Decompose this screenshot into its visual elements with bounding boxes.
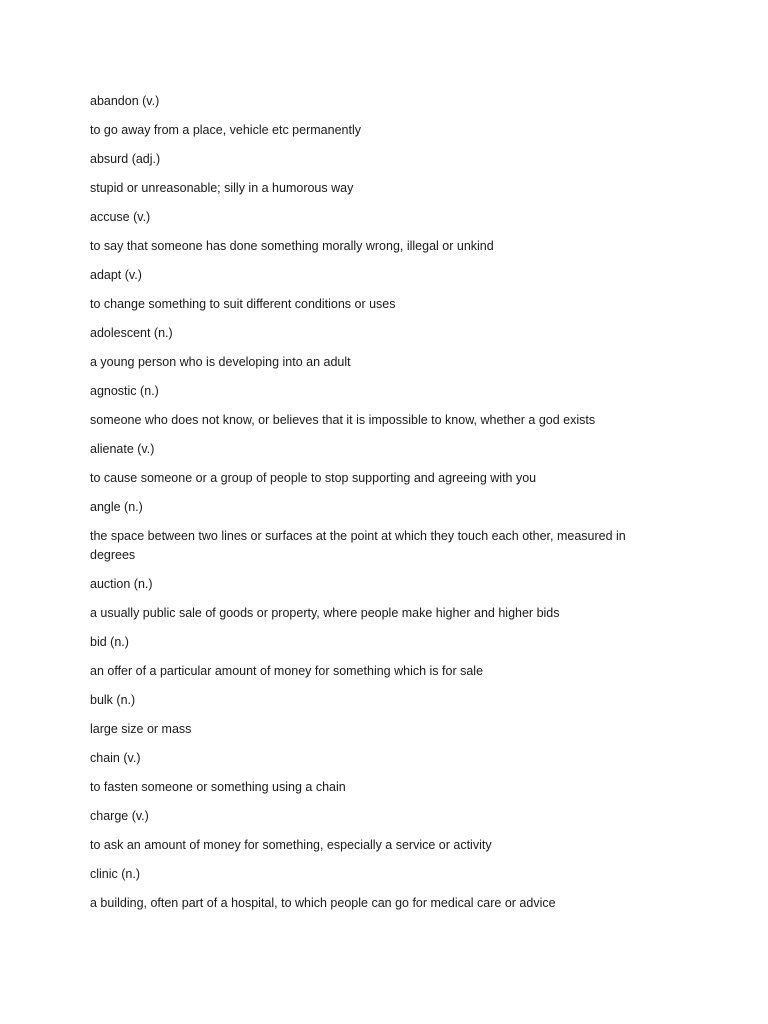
entry-alienate [90,440,650,488]
entry-definition: someone who does not know, or believes that it is impossible to know, whether a god exists [90,413,596,427]
entry-term: absurd (adj.) [90,152,161,166]
entry-absurd [90,150,650,198]
entry-term: angle (n.) [90,500,143,514]
entry-term: bulk (n.) [90,693,136,707]
entry-auction [90,575,650,623]
entry-charge [90,807,650,855]
entry-term: abandon (v.) [90,94,160,108]
entry-term: charge (v.) [90,809,149,823]
entry-definition: to change something to suit different conditions or uses [90,297,396,311]
entry-bulk [90,691,650,739]
entry-definition: to cause someone or a group of people to stop supporting and agreeing with you [90,471,537,485]
entry-angle [90,498,650,565]
entry-definition: to say that someone has done something morally wrong, illegal or unkind [90,239,494,253]
entry-term: agnostic (n.) [90,384,159,398]
entry-term: chain (v.) [90,751,141,765]
entry-definition: a building, often part of a hospital, to which people can go for medical care or advice [90,896,556,910]
entry-adapt [90,266,650,314]
entry-term: bid (n.) [90,635,129,649]
entry-definition: a young person who is developing into an adult [90,355,351,369]
entry-clinic [90,865,650,913]
entry-adolescent [90,324,650,372]
entry-chain [90,749,650,797]
entry-accuse [90,208,650,256]
entry-term: adolescent (n.) [90,326,173,340]
entry-definition: large size or mass [90,722,192,736]
entry-term: alienate (v.) [90,442,155,456]
entry-abandon [90,92,650,140]
entry-definition: to go away from a place, vehicle etc permanently [90,123,361,137]
entry-definition: to fasten someone or something using a chain [90,780,346,794]
entry-definition: a usually public sale of goods or property, where people make higher and higher bids [90,606,560,620]
entry-term: adapt (v.) [90,268,142,282]
entry-definition: stupid or unreasonable; silly in a humorous way [90,181,354,195]
entry-term: accuse (v.) [90,210,151,224]
entry-term: auction (n.) [90,577,153,591]
entry-definition: to ask an amount of money for something, especially a service or activity [90,838,492,852]
entry-agnostic [90,382,650,430]
entry-definition: an offer of a particular amount of money for something which is for sale [90,664,484,678]
entry-term: clinic (n.) [90,867,141,881]
entry-definition: the space between two lines or surfaces at the point at which they touch each other, measured in degrees [90,529,626,562]
entry-bid [90,633,650,681]
vocabulary-list [90,92,650,923]
